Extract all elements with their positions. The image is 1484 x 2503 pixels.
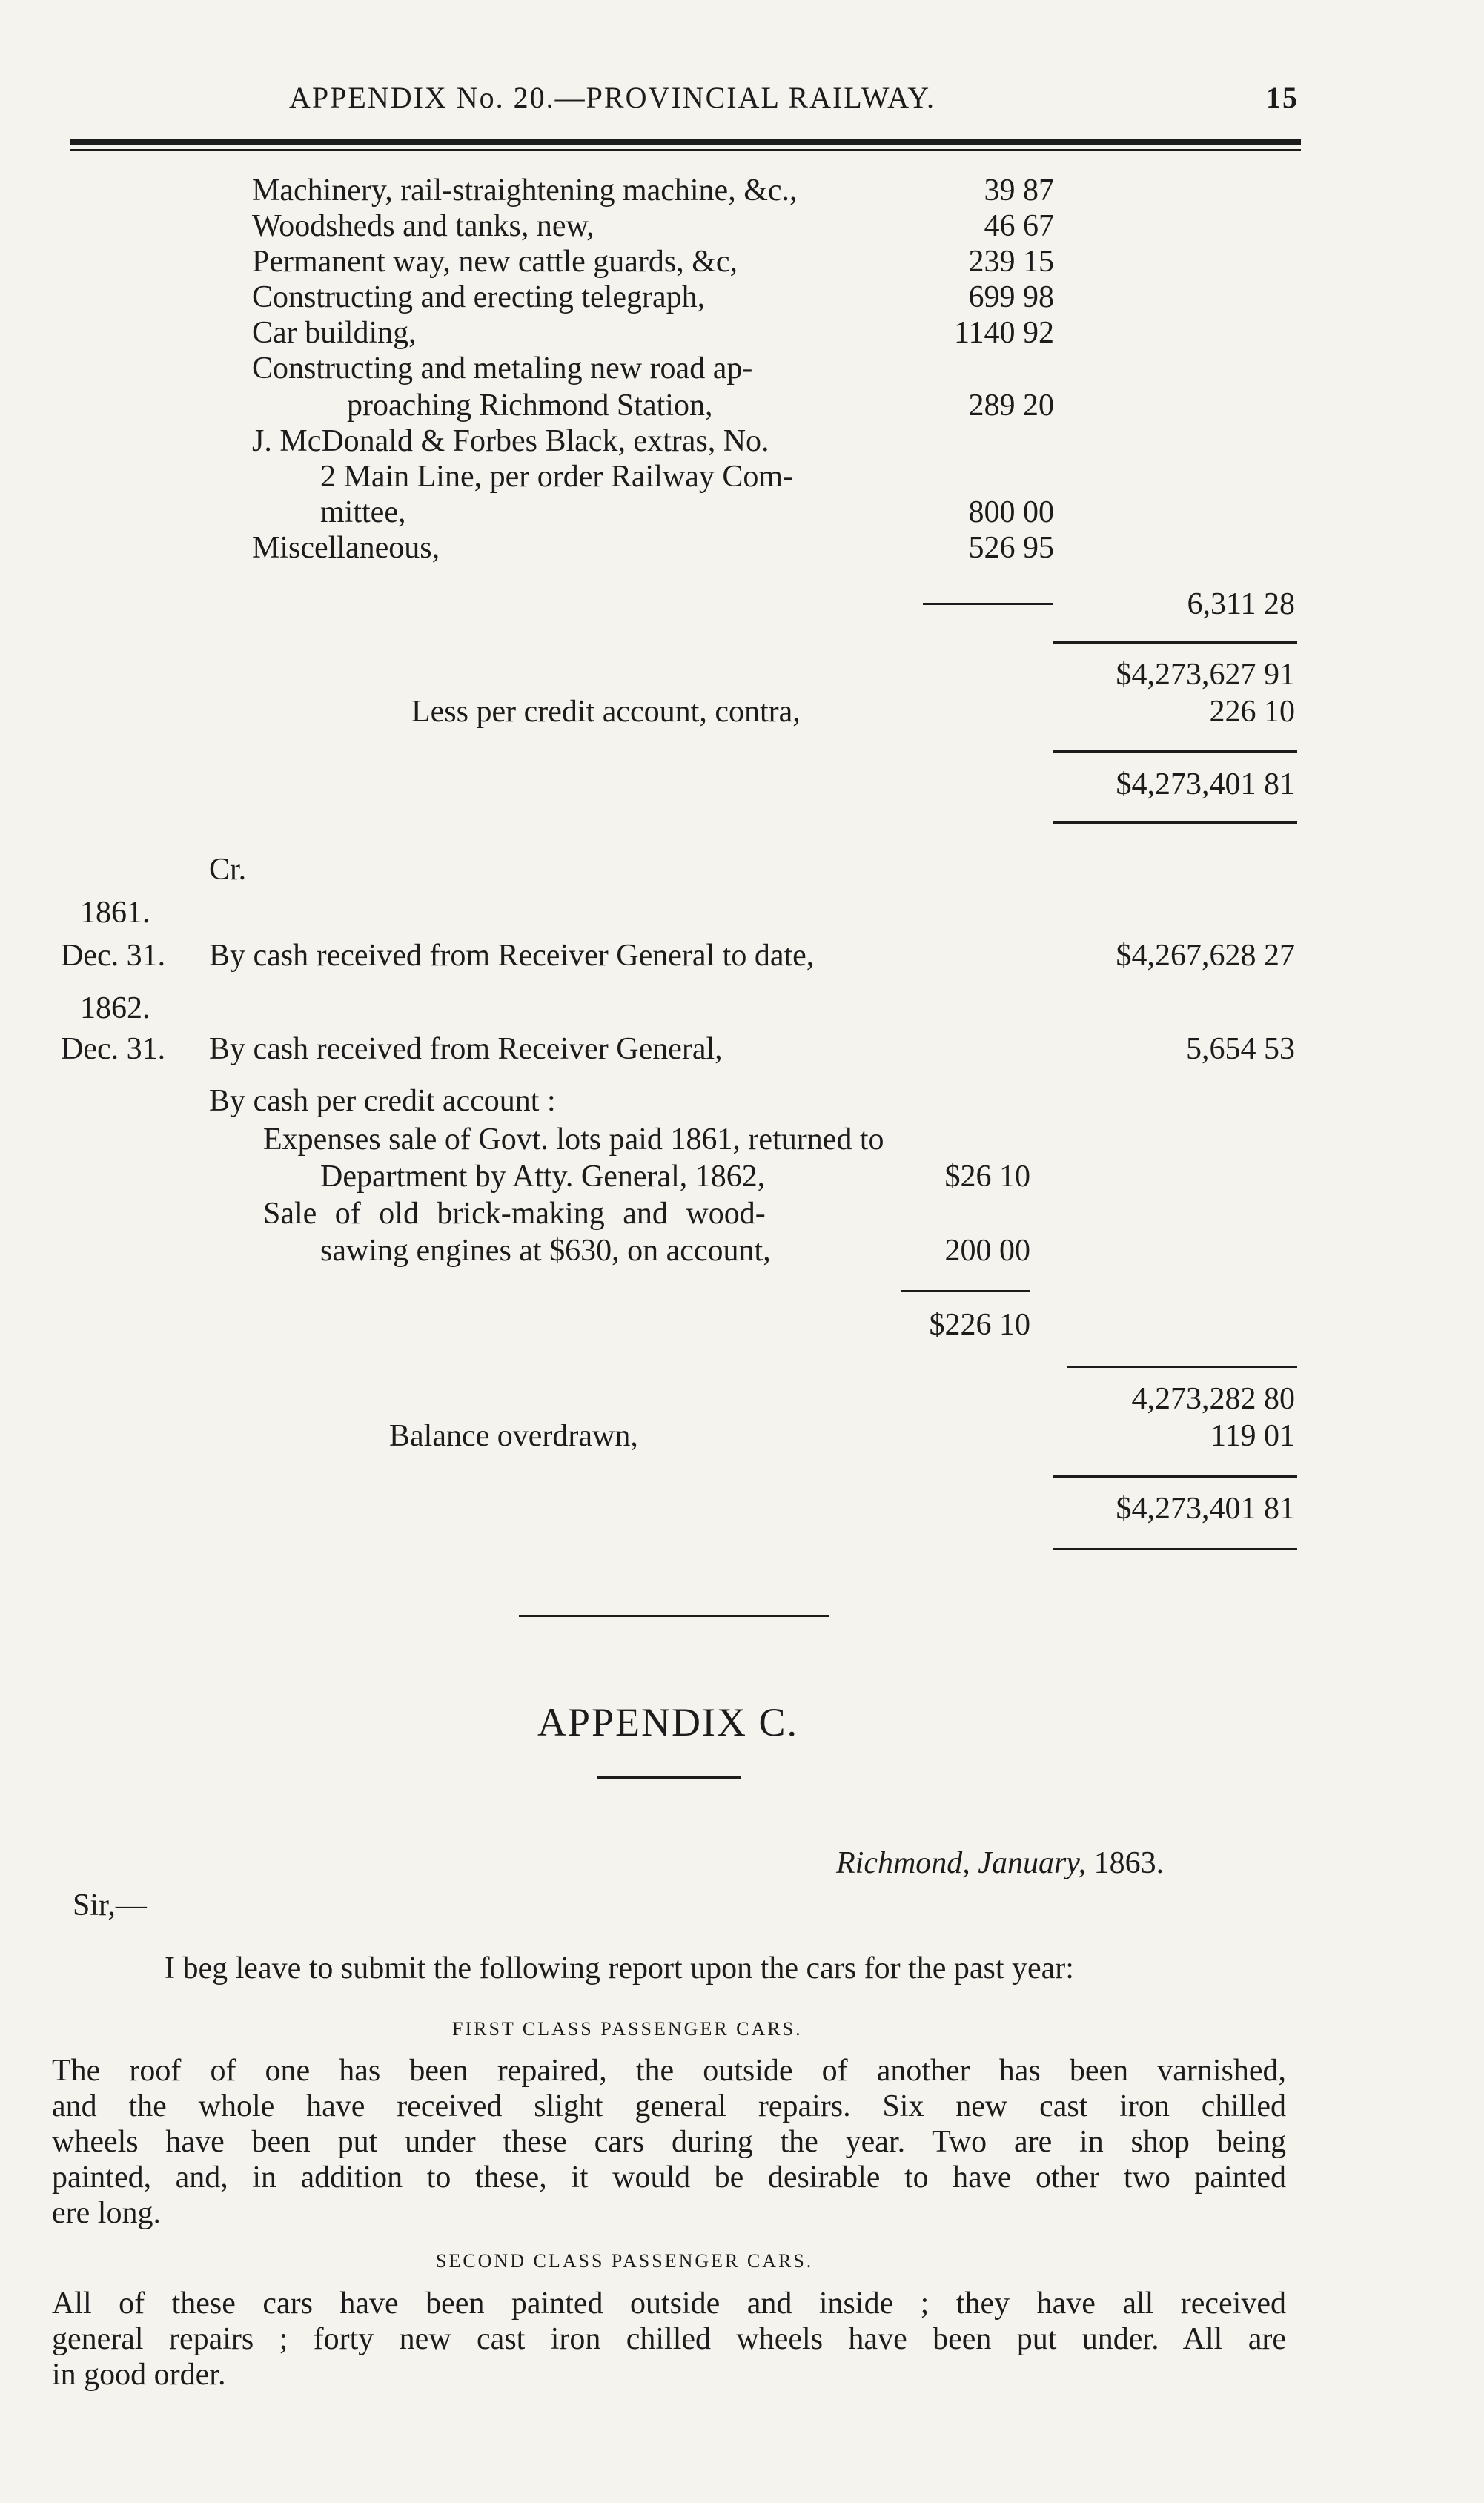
section-separator — [519, 1615, 829, 1617]
credit-date: Dec. 31. — [61, 939, 166, 973]
credit-entry-amount: $4,267,628 27 — [1116, 939, 1295, 973]
credit-total: $4,273,401 81 — [1116, 1492, 1295, 1526]
credit-account-item-line: Sale of old brick-making and wood- — [263, 1197, 766, 1231]
dateline — [836, 1845, 1164, 1882]
paragraph-line: and the whole have received slight general repairs. Six new cast iron chilled — [52, 2089, 1286, 2123]
credit-total-underline — [1053, 1548, 1297, 1550]
debit-item-amount: 526 95 — [968, 531, 1054, 565]
section-heading-second-class: SECOND CLASS PASSENGER CARS. — [436, 2250, 814, 2272]
appendix-title-rule — [597, 1776, 741, 1779]
debit-item-amount: 46 67 — [984, 209, 1054, 243]
credit-account-item-line: Department by Atty. General, 1862, — [320, 1160, 766, 1194]
credit-entry-desc: By cash received from Receiver General, — [209, 1032, 723, 1066]
credit-date: Dec. 31. — [61, 1032, 166, 1066]
debit-net: $4,273,401 81 — [1116, 767, 1295, 801]
paragraph-line: All of these cars have been painted outside and inside ; they have all received — [52, 2287, 1286, 2321]
debit-item-desc: Car building, — [252, 316, 417, 350]
credit-account-item-line: Expenses sale of Govt. lots paid 1861, returned to — [263, 1122, 884, 1157]
dateline-year: 1863. — [1093, 1846, 1165, 1880]
subtotal-rule — [1053, 641, 1297, 644]
debit-total: $4,273,627 91 — [1116, 658, 1295, 692]
credit-account-item-line: sawing engines at $630, on account, — [320, 1234, 771, 1268]
header-rule-thin — [70, 149, 1301, 151]
paragraph-line: in good order. — [52, 2358, 226, 2392]
debit-item-desc: Woodsheds and tanks, new, — [252, 209, 594, 243]
credit-sum: 4,273,282 80 — [1131, 1382, 1295, 1416]
paragraph-line: ere long. — [52, 2196, 161, 2230]
credit-account-item-amount: 200 00 — [944, 1234, 1030, 1268]
credit-year-1862: 1862. — [80, 991, 150, 1025]
dateline-place: Richmond, January, — [836, 1846, 1087, 1880]
credit-account-label: By cash per credit account : — [209, 1084, 556, 1118]
less-credit-amount: 226 10 — [1209, 695, 1295, 729]
balance-amount: 119 01 — [1210, 1419, 1295, 1453]
appendix-title: APPENDIX C. — [537, 1700, 799, 1745]
credit-year-1861: 1861. — [80, 896, 150, 930]
credit-account-item-amount: $26 10 — [944, 1160, 1030, 1194]
debit-item-desc: J. McDonald & Forbes Black, extras, No. — [252, 424, 769, 458]
debit-subtotal: 6,311 28 — [1187, 587, 1295, 621]
credit-account-rule — [901, 1290, 1030, 1292]
salutation: Sir,— — [73, 1888, 147, 1922]
header-rule-thick — [70, 139, 1301, 145]
debit-item-amount: 239 15 — [968, 245, 1054, 279]
paragraph-line: The roof of one has been repaired, the outside of another has been varnished, — [52, 2054, 1286, 2088]
credit-total-rule — [1053, 1475, 1297, 1478]
credit-account-total: $226 10 — [929, 1308, 1030, 1342]
credit-entry-desc: By cash received from Receiver General to date, — [209, 939, 815, 973]
paragraph-line: wheels have been put under these cars during the year. Two are in shop being — [52, 2125, 1286, 2159]
net-rule — [1053, 750, 1297, 753]
items-rule — [923, 603, 1053, 605]
page-number: 15 — [1266, 81, 1299, 114]
debit-item-amount: 1140 92 — [954, 316, 1054, 350]
debit-item-desc: Permanent way, new cattle guards, &c, — [252, 245, 738, 279]
debit-item-amount: 699 98 — [968, 280, 1054, 314]
section-heading-first-class: FIRST CLASS PASSENGER CARS. — [452, 2018, 803, 2040]
credit-entry-amount: 5,654 53 — [1186, 1032, 1295, 1066]
net-underline — [1053, 821, 1297, 824]
credit-sum-rule — [1067, 1366, 1297, 1368]
debit-item-desc: Constructing and erecting telegraph, — [252, 280, 706, 314]
less-credit-label: Less per credit account, contra, — [411, 695, 801, 729]
running-header-title: APPENDIX No. 20.—PROVINCIAL RAILWAY. — [289, 81, 936, 114]
intro-paragraph: I beg leave to submit the following report upon the cars for the past year: — [165, 1951, 1074, 1985]
debit-item-desc: Constructing and metaling new road ap- — [252, 351, 753, 386]
debit-item-amount: 39 87 — [984, 173, 1054, 208]
debit-item-desc: mittee, — [320, 495, 406, 529]
debit-item-amount: 800 00 — [968, 495, 1054, 529]
debit-item-amount: 289 20 — [968, 388, 1054, 423]
debit-item-desc: Machinery, rail-straightening machine, &c., — [252, 173, 798, 208]
debit-item-desc: proaching Richmond Station, — [347, 388, 713, 423]
debit-item-desc: Miscellaneous, — [252, 531, 440, 565]
balance-label: Balance overdrawn, — [389, 1419, 638, 1453]
debit-item-desc: 2 Main Line, per order Railway Com- — [320, 460, 793, 494]
credit-heading: Cr. — [209, 853, 247, 887]
paragraph-line: painted, and, in addition to these, it would be desirable to have other two painted — [52, 2160, 1286, 2195]
paragraph-line: general repairs ; forty new cast iron chilled wheels have been put under. All are — [52, 2322, 1286, 2356]
